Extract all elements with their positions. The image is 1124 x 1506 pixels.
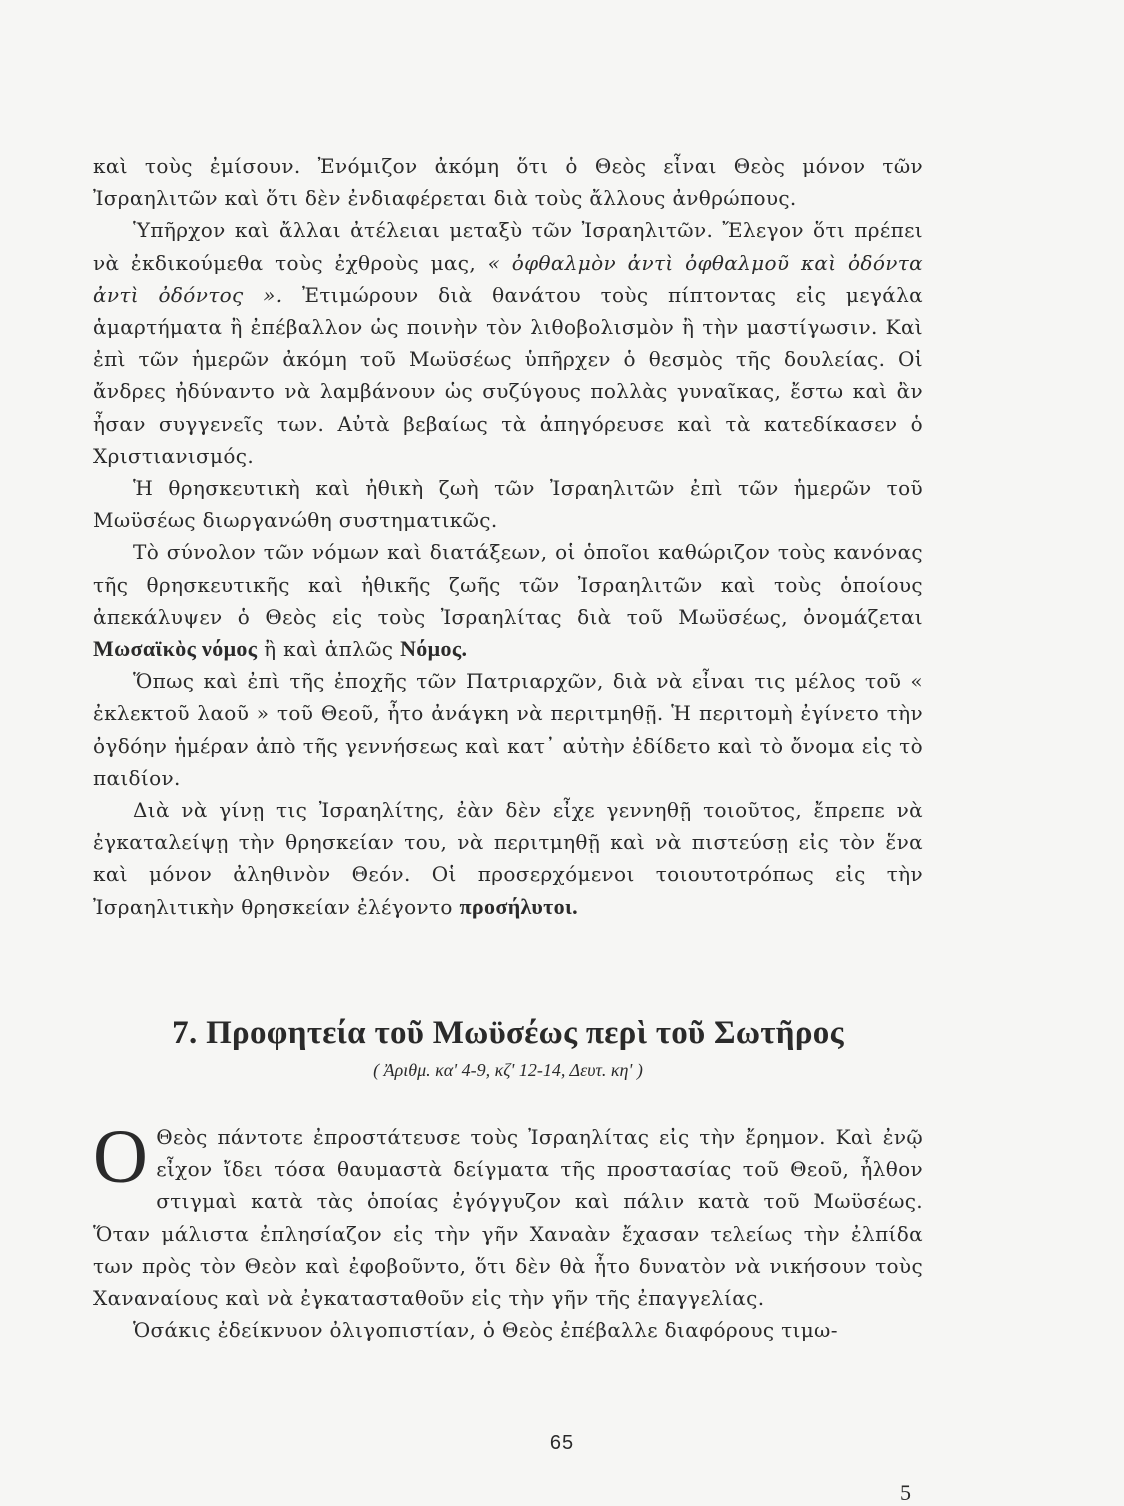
section-paragraph-1-text: Θεὸς πάντοτε ἐπροστάτευσε τοὺς Ἰσραηλίτας εἰς τὴν ἔρημον. Καὶ ἐνῷ εἶχον ἴδει τόσα θαυμαστὰ δείγματα τῆς προστασίας τοῦ Θεοῦ, ἦλθον στιγμαὶ κατὰ τὰς ὁποίας ἐγόγγυζον καὶ πάλιν κατὰ τοῦ Μωϋσέως. Ὅταν μάλιστα ἐπλησίαζον εἰς τὴν γῆν Χαναὰν ἔχασαν τελείως τὴν ἐλπίδα των πρὸς τὸν Θεὸν καὶ ἐφοβοῦντο, ὅτι δὲν θὰ ἦτο δυνατὸν νὰ νικήσουν τοὺς Χαναναίους καὶ νὰ ἐγκατασταθοῦν εἰς τὴν γῆν τῆς ἐπαγγελίας. [93, 1125, 923, 1311]
section-title: 7. Προφητεία τοῦ Μωϋσέως περὶ τοῦ Σωτῆρος [172, 1015, 844, 1051]
section-paragraph-2: Ὁσάκις ἐδείκνυον ὀλιγοπιστίαν, ὁ Θεὸς ἐπέβαλλε διαφόρους τιμω- [133, 1318, 838, 1343]
paragraph-4-mid: ἢ καὶ ἁπλῶς [264, 637, 394, 662]
paragraph-3: Ἡ θρησκευτικὴ καὶ ἠθικὴ ζωὴ τῶν Ἰσραηλιτῶν ἐπὶ τῶν ἡμερῶν τοῦ Μωϋσέως διωργανώθη συστηματικῶς. [93, 476, 923, 533]
paragraph-2 [93, 214, 923, 472]
page-number: 65 [549, 1432, 575, 1454]
paragraph-1: καὶ τοὺς ἐμίσουν. Ἐνόμιζον ἀκόμη ὅτι ὁ Θεὸς εἶναι Θεὸς μόνον τῶν Ἰσραηλιτῶν καὶ ὅτι δὲν ἐνδιαφέρεται διὰ τοὺς ἄλλους ἀνθρώπους. [93, 154, 923, 211]
body-text [93, 150, 923, 923]
drop-cap: Ο [93, 1115, 149, 1199]
paragraph-4-start: Τὸ σύνολον τῶν νόμων καὶ διατάξεων, οἱ ὁποῖοι καθώριζον τοὺς κανόνας τῆς θρησκευτικῆς καὶ ἠθικῆς ζωῆς τῶν Ἰσραηλιτῶν καὶ τοὺς ὁποίους ἀπεκάλυψεν ὁ Θεὸς εἰς τοὺς Ἰσραηλίτας διὰ τοῦ Μωϋσέως, ὀνομάζεται [93, 540, 923, 629]
paragraph-2-start: Ὑπῆρχον καὶ ἄλλαι ἀτέλειαι μεταξὺ τῶν Ἰσραηλιτῶν. Ἔλεγον ὅτι πρέπει νὰ ἐκδικούμεθα τοὺς ἐχθροὺς μας, [93, 218, 923, 275]
term-proselytes: προσήλυτοι. [459, 893, 579, 919]
signature-mark: 5 [900, 1480, 911, 1505]
paragraph-4 [93, 536, 923, 665]
paragraph-6-start: Διὰ νὰ γίνῃ τις Ἰσραηλίτης, ἐὰν δὲν εἶχε γεννηθῇ τοιοῦτος, ἔπρεπε νὰ ἐγκαταλείψῃ τὴν θρησκείαν του, νὰ περιτμηθῇ καὶ νὰ πιστεύσῃ εἰς τὸν ἕνα καὶ μόνον ἀληθινὸν Θεόν. Οἱ προσερχόμενοι τοιουτοτρόπως εἰς τὴν Ἰσραηλιτικὴν θρησκείαν ἐλέγοντο [93, 798, 923, 919]
paragraph-2-end: Ἐτιμώρουν διὰ θανάτου τοὺς πίπτοντας εἰς μεγάλα ἁμαρτήματα ἢ ἐπέβαλλον ὡς ποινὴν τὸν λιθοβολισμὸν ἢ τὴν μαστίγωσιν. Καὶ ἐπὶ τῶν ἡμερῶν ἀκόμη τοῦ Μωϋσέως ὑπῆρχεν ὁ θεσμὸς τῆς δουλείας. Οἱ ἄνδρες ἠδύναντο νὰ λαμβάνουν ὡς συζύγους πολλὰς γυναῖκας, ἔστω καὶ ἂν ἦσαν συγγενεῖς των. Αὐτὰ βεβαίως τὰ ἀπηγόρευσε καὶ τὰ κατεδίκασεν ὁ Χριστιανισμός. [93, 282, 923, 468]
section-body [93, 1115, 923, 1346]
section-paragraph-1 [93, 1115, 923, 1314]
section-reference: ( Ἀριθμ. κα' 4-9, κζ' 12-14, Δευτ. κη' ) [373, 1060, 643, 1080]
paragraph-5: Ὅπως καὶ ἐπὶ τῆς ἐποχῆς τῶν Πατριαρχῶν, διὰ νὰ εἶναι τις μέλος τοῦ « ἐκλεκτοῦ λαοῦ » τοῦ Θεοῦ, ἦτο ἀνάγκη νὰ περιτμηθῇ. Ἡ περιτομὴ ἐγίνετο τὴν ὀγδόην ἡμέραν ἀπὸ τῆς γεννήσεως καὶ κατ᾽ αὐτὴν ἐδίδετο καὶ τὸ ὄνομα εἰς τὸ παιδίον. [93, 669, 923, 790]
term-mosaic-law: Μωσαϊκὸς νόμος [93, 636, 258, 662]
paragraph-2-quote: « ὀφθαλμὸν ἀντὶ ὀφθαλμοῦ καὶ ὀδόντα ἀντὶ ὀδόντος ». [93, 250, 923, 307]
paragraph-6 [93, 794, 923, 923]
term-law: Νόμος. [400, 636, 468, 662]
